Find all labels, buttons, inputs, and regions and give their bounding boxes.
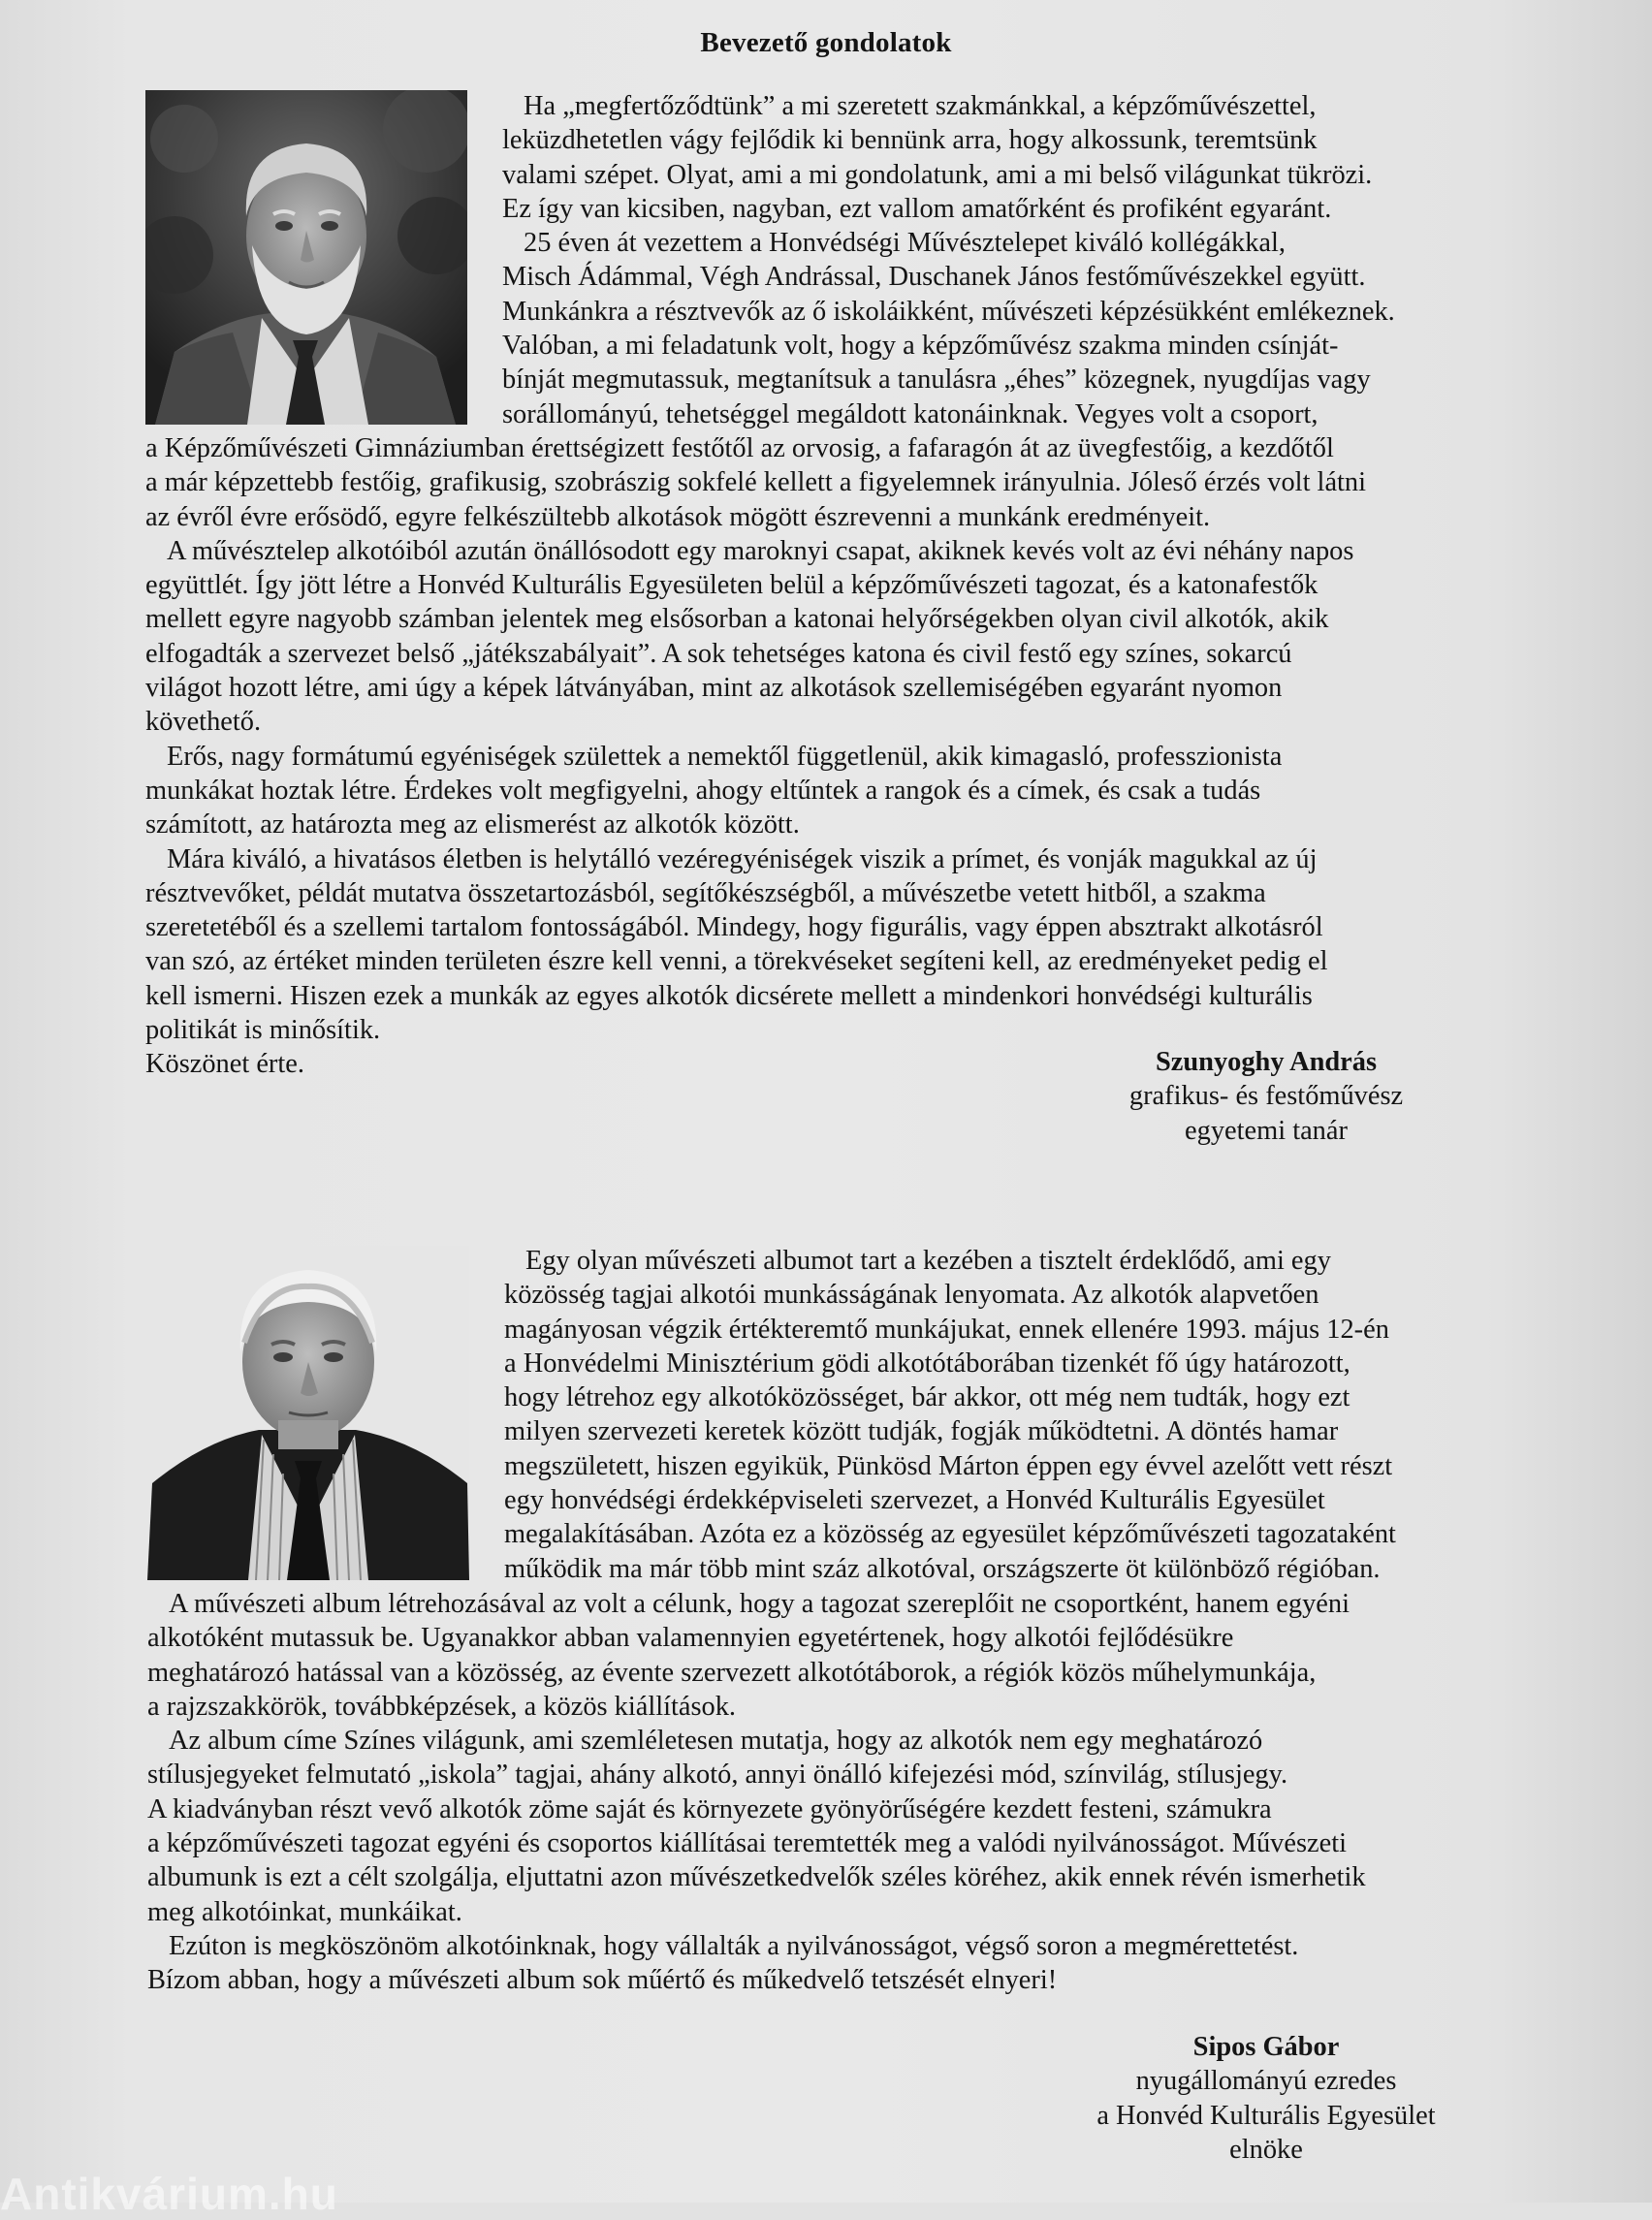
- text-line: megalakításában. Azóta ez a közösség az egyesület képzőművészeti tagozataként: [504, 1519, 1396, 1550]
- text-line: Az album címe Színes világunk, ami szemléletesen mutatja, hogy az alkotók nem egy meghatározó: [169, 1726, 1263, 1757]
- text-line: résztvevőket, példát mutatva összetartozásból, segítőkészségből, a művészetbe vetett hitből, a szakma: [145, 877, 1266, 908]
- text-line: valami szépet. Olyat, ami a mi gondolatunk, ami a mi belső világunkat tükrözi.: [502, 159, 1373, 190]
- text-line: alkotóként mutassuk be. Ugyanakkor abban valamennyien egyetértenek, hogy alkotói fejlődésükre: [147, 1623, 1234, 1654]
- text-line: magányosan végzik értékteremtő munkájukat, ennek ellenére 1993. május 12-én: [504, 1314, 1389, 1345]
- text-line: Ezúton is megköszönöm alkotóinknak, hogy vállalták a nyilvánosságot, végső soron a megmérettetést.: [169, 1930, 1299, 1961]
- text-line: Ha „megfertőződtünk” a mi szeretett szakmánkkal, a képzőművészettel,: [524, 91, 1317, 121]
- signature-title: nyugállományú ezredes: [1135, 2066, 1397, 2097]
- signature-title: grafikus- és festőművész: [1128, 1081, 1404, 1112]
- text-line: a képzőművészeti tagozat egyéni és csoportos kiállításai teremtették meg a valódi nyilvánosságot. Művészeti: [147, 1828, 1347, 1859]
- text-line: Valóban, a mi feladatunk volt, hogy a képzőművész szakma minden csínját-: [502, 331, 1339, 362]
- text-line: Misch Ádámmal, Végh Andrással, Duschanek János festőművészekkel együtt.: [502, 262, 1366, 293]
- text-line: a Képzőművészeti Gimnáziumban érettségizett festőtől az orvosig, a fafaragón át az üvegfestőig, a kezdőtől: [145, 433, 1334, 463]
- text-line: A művészeti album létrehozásával az volt a célunk, hogy a tagozat szereplőit ne csoportként, hanem egyéni: [169, 1589, 1350, 1619]
- text-line: Egy olyan művészeti albumot tart a kezében a tisztelt érdeklődő, ami egy: [525, 1246, 1331, 1276]
- text-line: elfogadták a szervezet belső „játékszabályait”. A sok tehetséges katona és civil festő egy színes, sokarcú: [145, 638, 1292, 669]
- text-line: követhető.: [145, 707, 262, 738]
- signature-title: elnöke: [1229, 2134, 1303, 2165]
- text-line: működik ma már több mint száz alkotóval, országszerte öt különböző régióban.: [504, 1553, 1381, 1584]
- text-line: leküzdhetetlen vágy fejlődik ki bennünk arra, hogy alkossunk, teremtsünk: [502, 125, 1318, 156]
- text-line: A művésztelep alkotóiból azután önállósodott egy maroknyi csapat, akiknek kevés volt az évi néhány napos: [167, 535, 1354, 566]
- section2-text-full: [147, 1587, 1366, 1998]
- text-line: mellett egyre nagyobb számban jelentek meg elsősorban a katonai helyőrségekben olyan civil alkotók, akik: [145, 604, 1329, 635]
- text-line: stílusjegyeket felmutató „iskola” tagjai, ahány alkotó, annyi önálló kifejezési mód, színvilág, stílusjegy.: [147, 1760, 1288, 1791]
- signature-2: [1053, 2030, 1479, 2167]
- text-line: egy honvédségi érdekképviseleti szervezet, a Honvéd Kulturális Egyesület: [504, 1485, 1325, 1516]
- text-line: sorállományú, tehetséggel megáldott katonáinknak. Vegyes volt a csoport,: [502, 398, 1318, 429]
- page-title: Bevezető gondolatok: [700, 27, 952, 58]
- text-line: hogy létrehoz egy alkotóközösséget, bár akkor, ott még nem tudták, hogy ezt: [504, 1382, 1350, 1413]
- text-line: együttlét. Így jött létre a Honvéd Kulturális Egyesületen belül a képzőművészeti tagozat, és a katonafestők: [145, 570, 1318, 601]
- signature-title: a Honvéd Kulturális Egyesület: [1096, 2100, 1436, 2131]
- signature-name: Sipos Gábor: [1192, 2032, 1340, 2062]
- section1-text-beside-photo: [502, 89, 1395, 431]
- text-line: a már képzettebb festőig, grafikusig, szobrászig sokfelé kellett a figyelemnek irányulnia. Jóleső érzés volt látni: [145, 467, 1367, 498]
- watermark: Antikvárium.hu: [0, 2169, 338, 2219]
- author-photo-1: [145, 90, 467, 425]
- text-line: a Honvédelmi Minisztérium gödi alkotótáborában tizenkét fő úgy határozott,: [504, 1348, 1350, 1379]
- text-line: van szó, az értéket minden területen észre kell venni, a törekvéseket segíteni kell, az eredményeket pedig el: [145, 946, 1328, 977]
- text-line: kell ismerni. Hiszen ezek a munkák az egyes alkotók dicsérete mellett a mindenkori honvédségi kulturális: [145, 980, 1313, 1011]
- text-line: munkákat hoztak létre. Érdekes volt megfigyelni, ahogy eltűntek a rangok és a címek, és csak a tudás: [145, 775, 1261, 806]
- text-line: 25 éven át vezettem a Honvédségi Művésztelepet kiváló kollégákkal,: [524, 228, 1286, 259]
- text-line: a rajzszakkörök, továbbképzések, a közös kiállítások.: [147, 1691, 737, 1722]
- text-line: világot hozott létre, ami úgy a képek látványában, mint az alkotások szellemiségében egyaránt nyomon: [145, 673, 1283, 704]
- text-line: Mára kiváló, a hivatásos életben is helytálló vezéregyéniségek viszik a prímet, és vonják magukkal az új: [167, 843, 1318, 874]
- section1-text-full: [145, 431, 1366, 1082]
- signature-name: Szunyoghy András: [1156, 1047, 1377, 1077]
- section2-text-beside-photo: [504, 1244, 1396, 1586]
- text-line: milyen szervezeti keretek között tudják, fogják működtetni. A döntés hamar: [504, 1416, 1339, 1447]
- text-line: Bízom abban, hogy a művészeti album sok műértő és műkedvelő tetszését elnyeri!: [147, 1965, 1058, 1996]
- text-line: Erős, nagy formátumú egyéniségek születtek a nemektől függetlenül, akik kimagasló, professzionista: [167, 741, 1283, 772]
- text-line: bínját megmutassuk, megtanítsuk a tanulásra „éhes” közegnek, nyugdíjas vagy: [502, 365, 1371, 396]
- text-line: Köszönet érte.: [145, 1049, 304, 1080]
- text-line: albumunk is ezt a célt szolgálja, eljuttatni azon művészetkedvelők széles köréhez, akik ennek révén ismerhetik: [147, 1862, 1366, 1893]
- text-line: meg alkotóinkat, munkáikat.: [147, 1896, 462, 1927]
- text-line: közösség tagjai alkotói munkásságának lenyomata. Az alkotók alapvetően: [504, 1280, 1319, 1311]
- text-line: az évről évre erősödő, egyre felkészültebb alkotások mögött észrevenni a munkánk eredményeit.: [145, 501, 1211, 532]
- text-line: Munkánkra a résztvevők az ő iskoláikként, művészeti képzésükként emlékeznek.: [502, 296, 1395, 327]
- text-line: Ez így van kicsiben, nagyban, ezt vallom amatőrként és profiként egyaránt.: [502, 193, 1332, 224]
- author-photo-2: [147, 1246, 469, 1580]
- signature-1: [1072, 1045, 1460, 1148]
- text-line: szeretetéből és a szellemi tartalom fontosságából. Mindegy, hogy figurális, vagy éppen absztrakt alkotásról: [145, 912, 1323, 943]
- text-line: politikát is minősítik.: [145, 1015, 381, 1046]
- text-line: számított, az határozta meg az elismerést az alkotók között.: [145, 809, 800, 840]
- text-line: A kiadványban részt vevő alkotók zöme saját és környezete gyönyörűségére kezdett festeni, számukra: [147, 1793, 1272, 1824]
- signature-title: egyetemi tanár: [1185, 1115, 1348, 1146]
- text-line: megszületett, hiszen egyikük, Pünkösd Márton éppen egy évvel azelőtt vett részt: [504, 1450, 1393, 1481]
- text-line: meghatározó hatással van a közösség, az évente szervezett alkotótáborok, a régiók közös műhelymunkája,: [147, 1657, 1317, 1688]
